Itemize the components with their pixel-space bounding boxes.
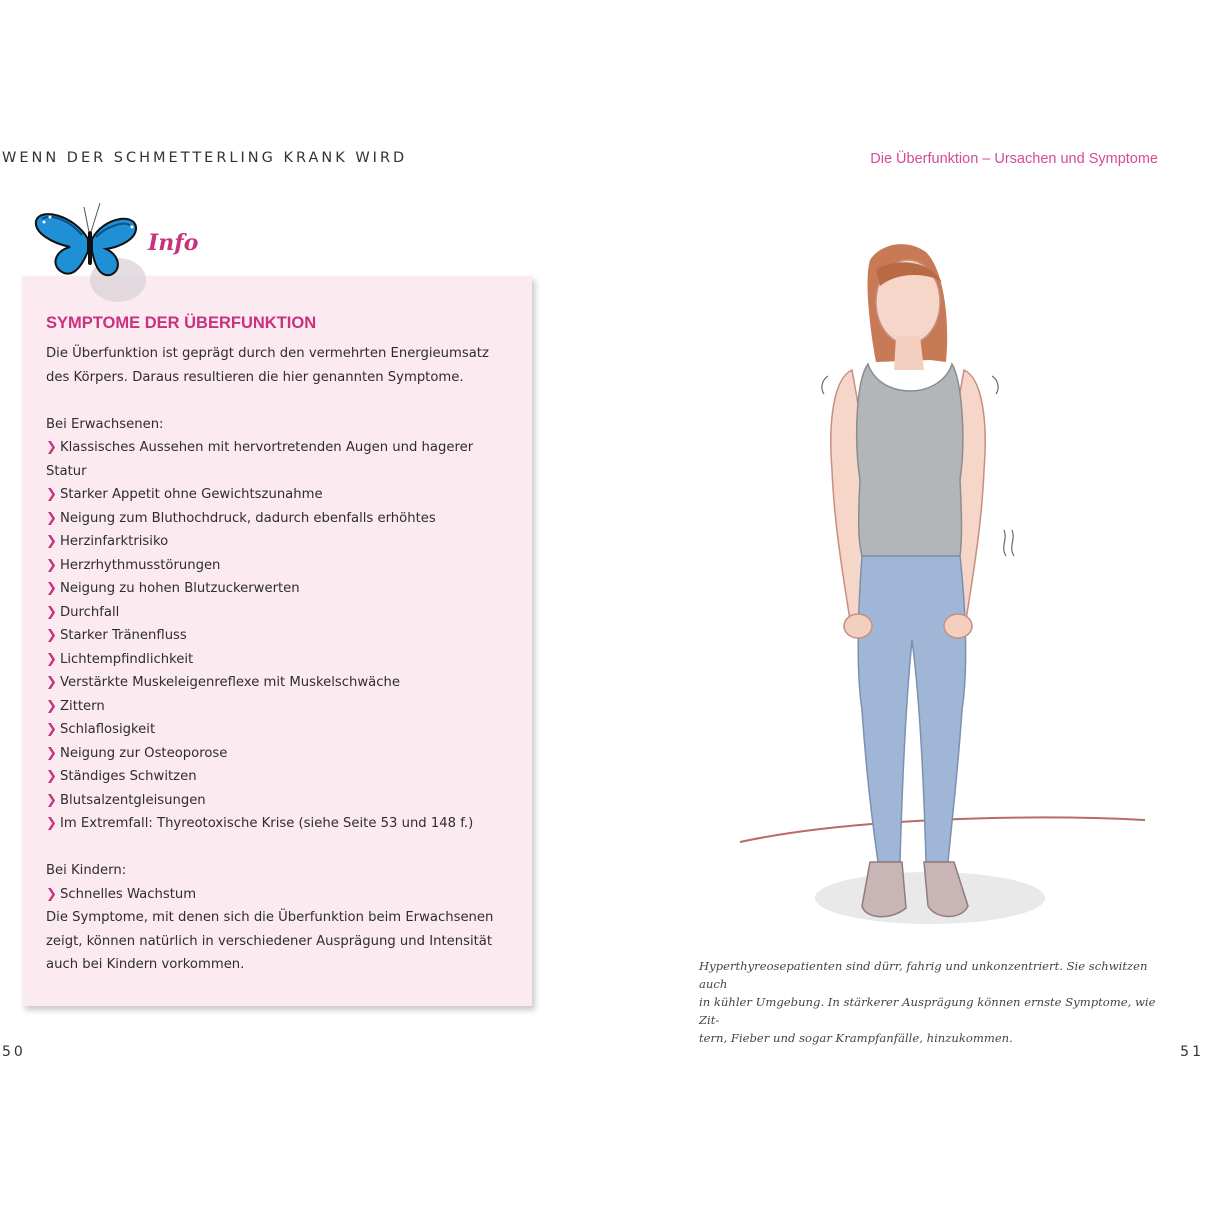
chevron-right-icon: ❯ xyxy=(46,510,57,526)
chevron-right-icon: ❯ xyxy=(46,440,57,455)
list-item xyxy=(46,624,496,648)
list-item-text: Zittern xyxy=(60,698,105,714)
list-item xyxy=(46,507,496,531)
list-item xyxy=(46,812,496,836)
patient-illustration xyxy=(730,230,1150,930)
chevron-right-icon: ❯ xyxy=(46,792,57,808)
list-item xyxy=(46,671,496,695)
list-item xyxy=(46,554,496,578)
chevron-right-icon: ❯ xyxy=(46,722,57,737)
outro-line-1: Die Symptome, mit denen sich die Überfunktion beim Erwachsenen xyxy=(46,910,494,925)
list-item-text: Klassisches Aussehen mit hervortretenden Augen und hagerer xyxy=(60,440,474,455)
list-item-text: Starker Appetit ohne Gewichtszunahme xyxy=(60,487,323,502)
list-item-text: Schnelles Wachstum xyxy=(60,886,197,902)
list-item-text: Statur xyxy=(46,463,87,479)
list-item-text: Verstärkte Muskeleigenreflexe mit Muskelschwäche xyxy=(60,675,400,690)
butterfly-icon xyxy=(30,195,150,310)
adults-heading: Bei Erwachsenen: xyxy=(46,416,164,432)
list-item-text: Durchfall xyxy=(60,604,120,620)
chevron-right-icon: ❯ xyxy=(46,557,57,573)
chevron-right-icon: ❯ xyxy=(46,628,57,643)
chevron-right-icon: ❯ xyxy=(46,675,57,690)
list-item xyxy=(46,530,496,554)
outro-line-2: zeigt, können natürlich in verschiedener Ausprägung und Intensität xyxy=(46,933,493,949)
chevron-right-icon: ❯ xyxy=(46,745,57,761)
page-number-left: 50 xyxy=(2,1044,26,1060)
info-box-content xyxy=(46,342,496,977)
children-symptom-list xyxy=(46,883,496,907)
list-item-text: Lichtempfindlichkeit xyxy=(60,651,194,667)
children-heading: Bei Kindern: xyxy=(46,863,127,878)
info-box xyxy=(22,276,532,1006)
list-item xyxy=(46,648,496,672)
info-label: Info xyxy=(148,230,199,256)
list-item xyxy=(46,577,496,601)
list-item xyxy=(46,765,496,789)
list-item-text: Neigung zur Osteoporose xyxy=(60,745,228,761)
page-number-right: 51 xyxy=(1180,1044,1204,1060)
chevron-right-icon: ❯ xyxy=(46,581,57,596)
caption-line-3: tern, Fieber und sogar Krampfanfälle, hinzukommen. xyxy=(699,1031,1013,1045)
intro-line-2: des Körpers. Daraus resultieren die hier genannten Symptome. xyxy=(46,369,464,385)
list-item-text: Schlaflosigkeit xyxy=(60,722,156,737)
chevron-right-icon: ❯ xyxy=(46,769,57,784)
caption-line-1: Hyperthyreosepatienten sind dürr, fahrig und unkonzentriert. Sie schwitzen auch xyxy=(699,959,1148,991)
list-item-text: Neigung zum Bluthochdruck, dadurch ebenfalls erhöhtes xyxy=(60,510,436,526)
info-box-heading: SYMPTOME DER ÜBERFUNKTION xyxy=(46,314,317,332)
chevron-right-icon: ❯ xyxy=(46,816,57,831)
list-item xyxy=(46,483,496,507)
caption-line-2: in kühler Umgebung. In stärkerer Ausprägung können ernste Symptome, wie Zit- xyxy=(699,995,1156,1027)
running-head-left: WENN DER SCHMETTERLING KRANK WIRD xyxy=(2,150,408,166)
list-item-continuation xyxy=(46,460,496,484)
list-item-text: Ständiges Schwitzen xyxy=(60,769,197,784)
list-item xyxy=(46,601,496,625)
list-item xyxy=(46,742,496,766)
outro-line-3: auch bei Kindern vorkommen. xyxy=(46,957,245,972)
list-item-text: Im Extremfall: Thyreotoxische Krise (siehe Seite 53 und 148 f.) xyxy=(60,816,474,831)
list-item xyxy=(46,695,496,719)
intro-line-1: Die Überfunktion ist geprägt durch den vermehrten Energieumsatz xyxy=(46,346,489,361)
chevron-right-icon: ❯ xyxy=(46,698,57,714)
list-item xyxy=(46,883,496,907)
list-item xyxy=(46,789,496,813)
adults-symptom-list xyxy=(46,436,496,836)
list-item-text: Blutsalzentgleisungen xyxy=(60,792,206,808)
chevron-right-icon: ❯ xyxy=(46,651,57,667)
chevron-right-icon: ❯ xyxy=(46,604,57,620)
chevron-right-icon: ❯ xyxy=(46,487,57,502)
list-item-text: Neigung zu hohen Blutzuckerwerten xyxy=(60,581,300,596)
list-item-text: Herzinfarktrisiko xyxy=(60,534,169,549)
chevron-right-icon: ❯ xyxy=(46,534,57,549)
running-head-right: Die Überfunktion – Ursachen und Symptome xyxy=(870,151,1158,167)
list-item-text: Herzrhythmusstörungen xyxy=(60,557,221,573)
list-item xyxy=(46,718,496,742)
chevron-right-icon: ❯ xyxy=(46,886,57,902)
list-item xyxy=(46,436,496,460)
figure-caption xyxy=(699,957,1169,1047)
list-item-text: Starker Tränenfluss xyxy=(60,628,187,643)
